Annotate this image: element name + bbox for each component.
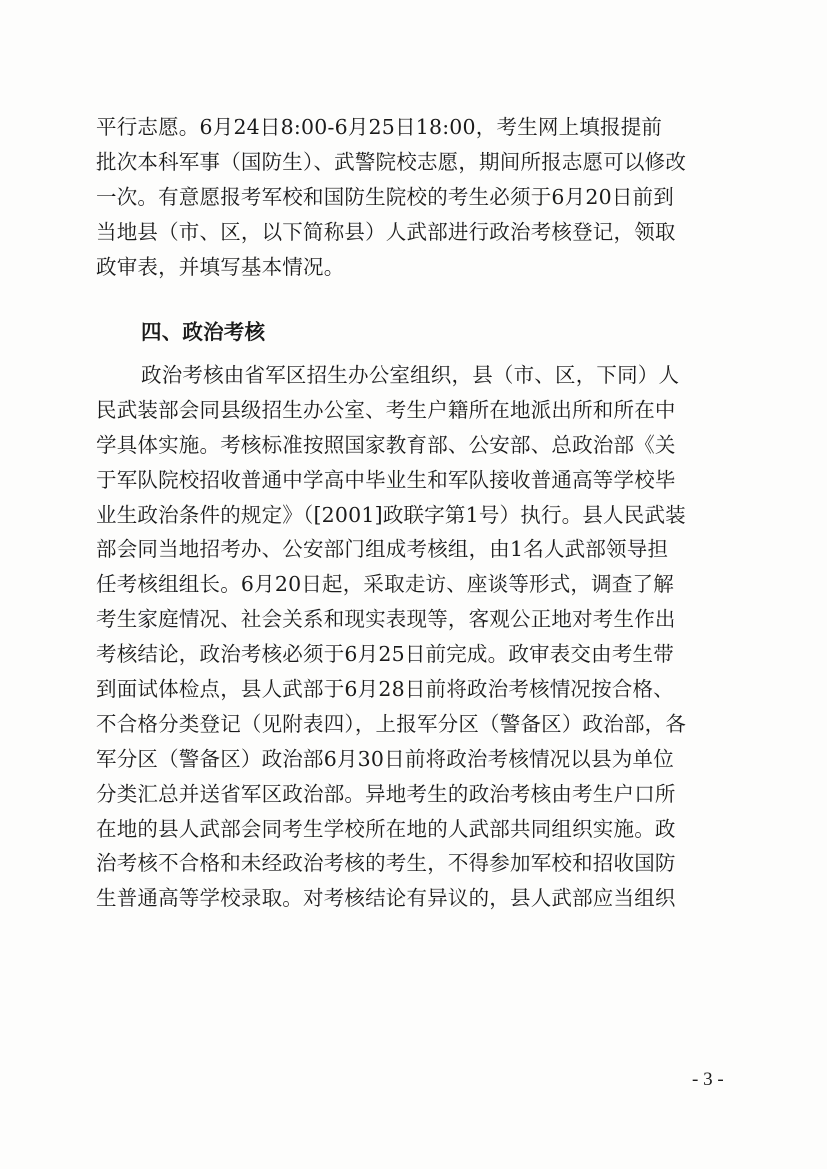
text-line: 政治考核由省军区招生办公室组织，县（市、区，下同）人 bbox=[141, 363, 680, 387]
text-line: 治考核不合格和未经政治考核的考生，不得参加军校和招收国防 bbox=[96, 851, 676, 876]
section-heading: 四、政治考核 bbox=[141, 320, 266, 344]
paragraph-political-review bbox=[96, 358, 746, 916]
page-number: - 3 - bbox=[692, 1069, 724, 1090]
text-line: 当地县（市、区，以下简称县）人武部进行政治考核登记，领取 bbox=[96, 219, 676, 244]
text-line: 生普通高等学校录取。对考核结论有异议的，县人武部应当组织 bbox=[96, 886, 676, 911]
text-line: 政审表，并填写基本情况。 bbox=[96, 254, 345, 279]
text-line: 一次。有意愿报考军校和国防生院校的考生必须于6月20日前到 bbox=[96, 184, 674, 209]
text-line: 于军队院校招收普通中学高中毕业生和军队接收普通高等学校毕 bbox=[96, 467, 676, 492]
text-line: 在地的县人武部会同考生学校所在地的人武部共同组织实施。政 bbox=[96, 816, 676, 841]
text-line: 学具体实施。考核标准按照国家教育部、公安部、总政治部《关 bbox=[96, 432, 676, 457]
text-line: 分类汇总并送省军区政治部。异地考生的政治考核由考生户口所 bbox=[96, 781, 676, 806]
paragraph-continued bbox=[96, 110, 746, 284]
text-line: 考核结论，政治考核必须于6月25日前完成。政审表交由考生带 bbox=[96, 642, 674, 667]
text-line: 批次本科军事（国防生）、武警院校志愿，期间所报志愿可以修改 bbox=[96, 149, 687, 174]
text-line: 平行志愿。6月24日8:00-6月25日18:00，考生网上填报提前 bbox=[96, 115, 663, 139]
text-line: 任考核组组长。6月20日起，采取走访、座谈等形式，调查了解 bbox=[96, 572, 674, 597]
section-heading-block bbox=[141, 315, 791, 350]
text-line: 考生家庭情况、社会关系和现实表现等，客观公正地对考生作出 bbox=[96, 607, 676, 632]
text-line: 部会同当地招考办、公安部门组成考核组，由1名人武部领导担 bbox=[96, 537, 669, 562]
text-line: 军分区（警备区）政治部6月30日前将政治考核情况以县为单位 bbox=[96, 746, 674, 771]
text-line: 到面试体检点，县人武部于6月28日前将政治考核情况按合格、 bbox=[96, 677, 674, 702]
text-line: 不合格分类登记（见附表四），上报军分区（警备区）政治部，各 bbox=[96, 711, 687, 736]
text-line: 业生政治条件的规定》（[2001]政联字第1号）执行。县人民武装 bbox=[96, 502, 686, 527]
text-line: 民武装部会同县级招生办公室、考生户籍所在地派出所和所在中 bbox=[96, 397, 676, 422]
